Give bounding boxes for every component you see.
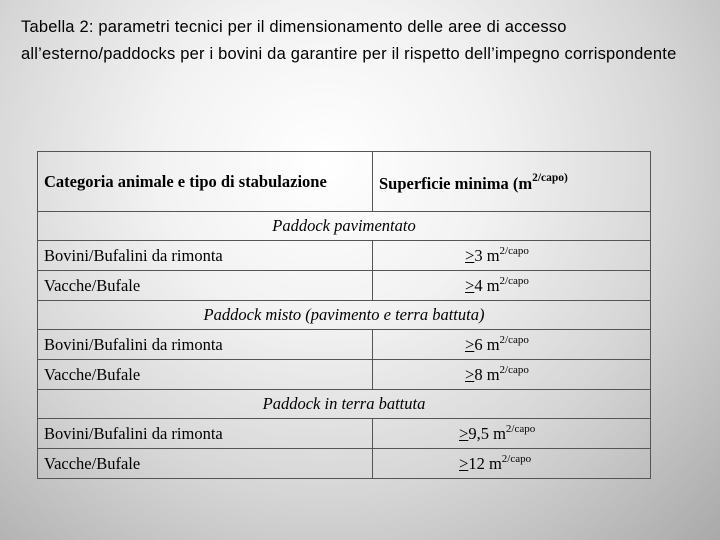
row-value	[373, 360, 651, 390]
value-unit: 2/capo	[499, 244, 529, 257]
table-row	[38, 330, 651, 360]
row-category: Bovini/Bufalini da rimonta	[38, 419, 373, 449]
value-text: 8 m	[474, 364, 500, 384]
table-row	[38, 271, 651, 301]
row-category: Bovini/Bufalini da rimonta	[38, 330, 373, 360]
ge-symbol: >	[459, 453, 469, 473]
row-value	[373, 241, 651, 271]
row-value	[373, 271, 651, 301]
value-text: 12 m	[468, 453, 502, 473]
table-header-row	[38, 152, 651, 212]
section-row	[38, 301, 651, 330]
header-surface	[373, 152, 651, 212]
ge-symbol: >	[465, 334, 475, 354]
value-text: 9,5 m	[468, 423, 506, 443]
value-unit: 2/capo	[501, 452, 532, 465]
row-category: Vacche/Bufale	[38, 360, 373, 390]
row-value	[373, 449, 651, 479]
page-title: Tabella 2: parametri tecnici per il dimensionamento delle aree di accesso all’esterno/paddocks per i bovini da garantire per il rispetto dell’impegno corrispondente	[21, 18, 677, 63]
value-unit: 2/capo	[499, 363, 529, 376]
row-value	[373, 419, 651, 449]
value-text: 4 m	[474, 275, 500, 295]
table-row	[38, 449, 651, 479]
ge-symbol: >	[465, 364, 475, 384]
ge-symbol: >	[465, 275, 475, 295]
section-title: Paddock pavimentato	[38, 212, 651, 241]
table-row	[38, 241, 651, 271]
value-unit: 2/capo	[499, 274, 529, 287]
row-category: Vacche/Bufale	[38, 449, 373, 479]
header-category: Categoria animale e tipo di stabulazione	[38, 152, 373, 212]
header-surface-unit: 2/capo)	[532, 172, 568, 184]
table-row	[38, 360, 651, 390]
section-title: Paddock misto (pavimento e terra battuta)	[38, 301, 651, 330]
ge-symbol: >	[465, 245, 475, 265]
row-value	[373, 330, 651, 360]
section-title: Paddock in terra battuta	[38, 390, 651, 419]
header-surface-label: Superficie minima (m	[379, 174, 533, 193]
section-row	[38, 390, 651, 419]
row-category: Vacche/Bufale	[38, 271, 373, 301]
value-unit: 2/capo	[499, 333, 529, 346]
ge-symbol: >	[459, 423, 469, 443]
row-category: Bovini/Bufalini da rimonta	[38, 241, 373, 271]
value-text: 6 m	[474, 334, 500, 354]
table-row	[38, 419, 651, 449]
section-row	[38, 212, 651, 241]
parameters-table	[37, 151, 651, 479]
value-unit: 2/capo	[505, 422, 536, 435]
value-text: 3 m	[474, 245, 500, 265]
